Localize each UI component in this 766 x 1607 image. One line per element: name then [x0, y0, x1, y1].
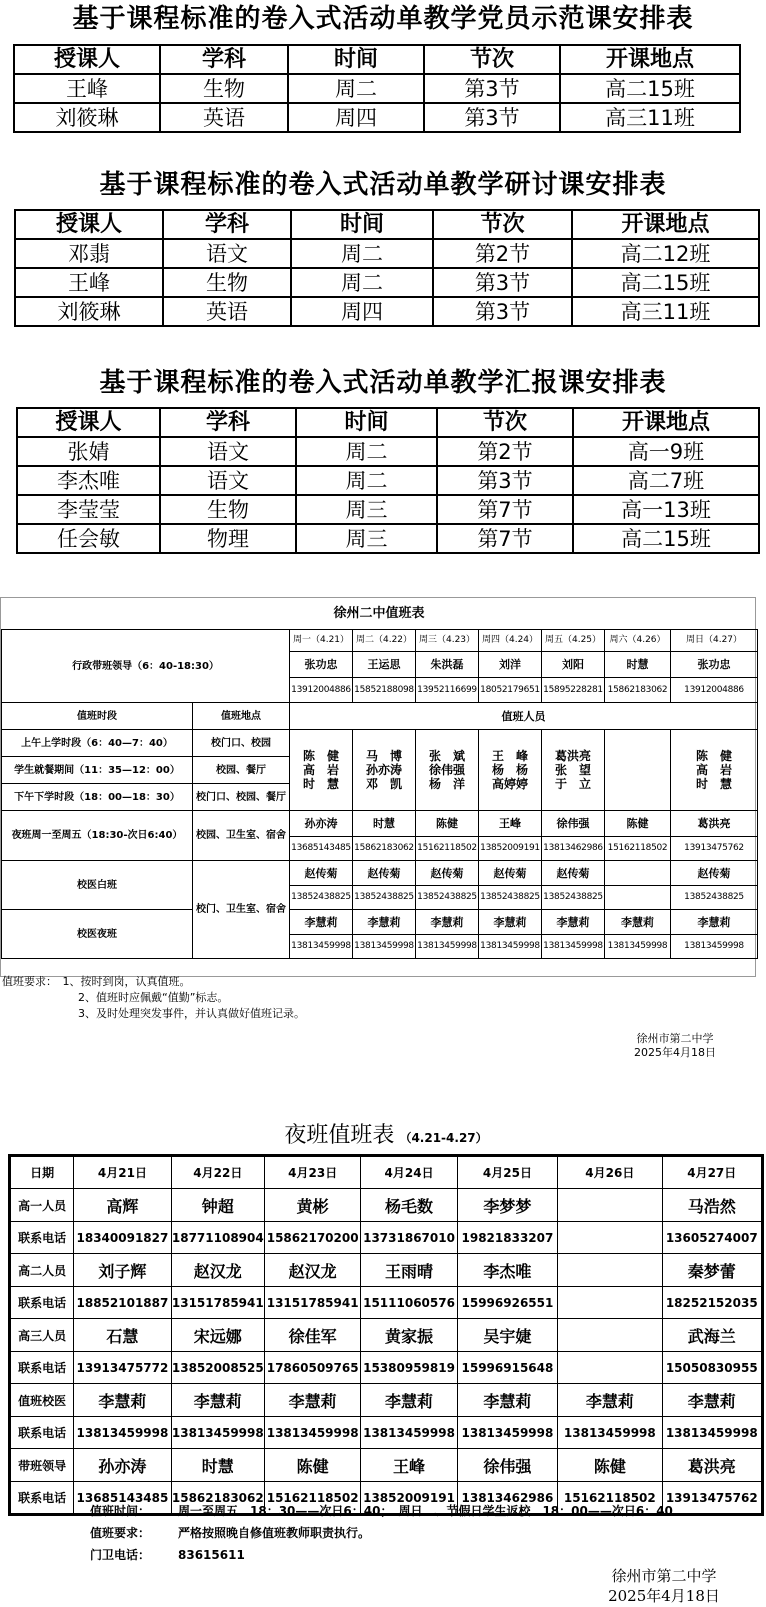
col-header: 时间 [291, 210, 433, 239]
table-cell: 李杰唯 [17, 466, 160, 495]
table-cell: 第7节 [437, 524, 573, 553]
night-phone: 13852009191 [479, 837, 542, 861]
table-header-row [17, 408, 759, 437]
doc-night-phone: 13813459998 [353, 935, 416, 959]
name-cell: 王峰 [361, 1449, 457, 1482]
table-cell: 第3节 [424, 103, 560, 132]
doc-place: 校门、卫生室、宿舍 [193, 861, 290, 959]
night-names-row [2, 811, 758, 837]
table-cell: 周二 [296, 466, 437, 495]
doc-night-name: 李慧莉 [416, 910, 479, 935]
note-value: 严格按照晚自修值班教师职责执行。 [178, 1526, 371, 1540]
doc-night-names-row [2, 910, 758, 935]
phone-cell: 13731867010 [361, 1222, 457, 1254]
doc-night-name: 李慧莉 [479, 910, 542, 935]
note-key: 值班时间： [90, 1504, 151, 1518]
table-cell: 高二12班 [572, 239, 759, 268]
name-cell: 石慧 [74, 1319, 171, 1352]
admin-name: 刘洋 [479, 652, 542, 678]
row-label: 联系电话 [10, 1352, 74, 1384]
name-cell: 刘子辉 [74, 1254, 171, 1287]
col-header: 时间 [296, 408, 437, 437]
admin-phone: 15862183062 [605, 678, 671, 703]
name-cell [558, 1254, 662, 1287]
table-row [10, 1287, 763, 1319]
phone-cell: 15862170200 [264, 1222, 360, 1254]
duty-days-row [2, 630, 758, 652]
name-cell: 王雨晴 [361, 1254, 457, 1287]
row-label: 高一人员 [10, 1189, 74, 1222]
phone-cell: 13605274007 [662, 1222, 762, 1254]
table-row [10, 1384, 763, 1417]
admin-name: 时慧 [605, 652, 671, 678]
name-cell: 徐伟强 [457, 1449, 557, 1482]
phone-cell: 13913475772 [74, 1352, 171, 1384]
night-table [8, 1154, 764, 1516]
name-cell: 陈健 [558, 1449, 662, 1482]
sign-date: 2025年4月18日 [608, 1587, 720, 1605]
day-header: 周五（4.25） [542, 630, 605, 652]
night-note [90, 1500, 673, 1522]
phone-cell: 15380959819 [361, 1352, 457, 1384]
doc-day-name: 赵传菊 [671, 861, 758, 886]
night-note [90, 1522, 370, 1544]
table-cell: 物理 [160, 524, 296, 553]
date-row [10, 1156, 763, 1189]
duty-subheader-row [2, 703, 758, 730]
table-row [17, 495, 759, 524]
row-label: 联系电话 [10, 1222, 74, 1254]
date-cell: 4月23日 [264, 1156, 360, 1189]
day-header: 周一（4.21） [290, 630, 353, 652]
phone-cell: 18852101887 [74, 1287, 171, 1319]
admin-phone: 13912004886 [290, 678, 353, 703]
table-cell: 语文 [163, 239, 291, 268]
admin-name: 张功忠 [671, 652, 758, 678]
sign-school: 徐州市第二中学 [611, 1567, 717, 1585]
table-cell: 第3节 [437, 466, 573, 495]
doc-night-phone: 13813459998 [671, 935, 758, 959]
name-cell: 赵汉龙 [171, 1254, 264, 1287]
period-place: 校门口、校园 [193, 730, 290, 757]
col-header: 开课地点 [573, 408, 759, 437]
doc-night-phone: 13813459998 [542, 935, 605, 959]
row-label: 联系电话 [10, 1482, 74, 1515]
table-cell: 高二15班 [572, 268, 759, 297]
row-label: 带班领导 [10, 1449, 74, 1482]
name-cell: 李慧莉 [171, 1384, 264, 1417]
phone-cell [558, 1352, 662, 1384]
table-cell: 第7节 [437, 495, 573, 524]
name-cell: 李慧莉 [361, 1384, 457, 1417]
doc-day-phone: 13852438825 [542, 886, 605, 910]
table-cell: 第2节 [437, 437, 573, 466]
name-cell: 高辉 [74, 1189, 171, 1222]
phone-cell: 13813459998 [457, 1417, 557, 1449]
doc-day-phone: 13852438825 [416, 886, 479, 910]
night-title: 夜班值班表 [284, 1123, 395, 1148]
doc-night-name: 李慧莉 [605, 910, 671, 935]
table-cell: 周三 [296, 524, 437, 553]
name-cell: 时慧 [171, 1449, 264, 1482]
day-staff: 王 峰 杨 杨 高婷婷 [479, 730, 542, 811]
name-cell: 徐佳军 [264, 1319, 360, 1352]
doc-day-phone [605, 886, 671, 910]
table-cell: 周二 [291, 268, 433, 297]
doc-day-name: 赵传菊 [479, 861, 542, 886]
table-row [15, 239, 759, 268]
table-cell: 语文 [160, 466, 296, 495]
phone-cell: 13813459998 [662, 1417, 762, 1449]
table-row [17, 437, 759, 466]
name-cell: 李杰唯 [457, 1254, 557, 1287]
col-header: 时间 [288, 45, 424, 74]
doc-day-name: 赵传菊 [542, 861, 605, 886]
phone-cell: 13813459998 [361, 1417, 457, 1449]
table-cell: 李莹莹 [17, 495, 160, 524]
day-staff: 张 斌 徐伟强 杨 洋 [416, 730, 479, 811]
night-signature [594, 1566, 734, 1606]
phone-cell: 19821833207 [457, 1222, 557, 1254]
table-cell: 王峰 [14, 74, 160, 103]
name-cell: 武海兰 [662, 1319, 762, 1352]
staff-header: 值班人员 [290, 703, 758, 730]
table-cell: 语文 [160, 437, 296, 466]
table-cell: 周三 [296, 495, 437, 524]
name-cell: 李慧莉 [662, 1384, 762, 1417]
name-cell: 黄彬 [264, 1189, 360, 1222]
note-value: 周一至周五 18：30——次日6：40； 周日 、节假日学生返校 18：00——次日6：40 [178, 1504, 673, 1518]
table-row [15, 297, 759, 326]
day-staff: 陈 健 高 岩 时 慧 [671, 730, 758, 811]
table-row [10, 1254, 763, 1287]
doc-day-phone: 13852438825 [479, 886, 542, 910]
phone-cell: 18771108904 [171, 1222, 264, 1254]
col-header: 学科 [160, 408, 296, 437]
table-row [10, 1352, 763, 1384]
table-cell: 刘筱琳 [14, 103, 160, 132]
schedule-title: 基于课程标准的卷入式活动单教学研讨课安排表 [99, 170, 667, 200]
col-header: 节次 [424, 45, 560, 74]
phone-cell: 18340091827 [74, 1222, 171, 1254]
night-name: 时慧 [353, 811, 416, 837]
phone-cell [558, 1222, 662, 1254]
name-cell: 秦梦蕾 [662, 1254, 762, 1287]
night-phone: 13913475762 [671, 837, 758, 861]
date-cell: 4月27日 [662, 1156, 762, 1189]
duty-table [1, 629, 758, 959]
name-cell: 陈健 [264, 1449, 360, 1482]
admin-name: 王运思 [353, 652, 416, 678]
doc-day-phone: 13852438825 [290, 886, 353, 910]
phone-cell: 15996915648 [457, 1352, 557, 1384]
duty-requirement: 2、值班时应佩戴“值勤”标志。 [78, 991, 229, 1004]
night-phone: 15162118502 [605, 837, 671, 861]
name-cell: 吴宇婕 [457, 1319, 557, 1352]
table-cell: 生物 [160, 495, 296, 524]
name-cell: 马浩然 [662, 1189, 762, 1222]
table-cell: 第3节 [433, 297, 572, 326]
table-row [10, 1417, 763, 1449]
doc-day-name: 赵传菊 [416, 861, 479, 886]
phone-cell: 13913475762 [662, 1482, 762, 1515]
doc-day-name: 赵传菊 [353, 861, 416, 886]
night-name: 孙亦涛 [290, 811, 353, 837]
table-cell: 高二7班 [573, 466, 759, 495]
name-cell: 李慧莉 [264, 1384, 360, 1417]
doc-night-name: 李慧莉 [290, 910, 353, 935]
duty-roster [0, 597, 756, 977]
table-cell: 王峰 [15, 268, 163, 297]
table-cell: 高一9班 [573, 437, 759, 466]
day-header: 周四（4.24） [479, 630, 542, 652]
table-row [14, 103, 740, 132]
phone-cell: 13852008525 [171, 1352, 264, 1384]
admin-name: 刘阳 [542, 652, 605, 678]
col-header: 学科 [160, 45, 288, 74]
table-row [14, 74, 740, 103]
name-cell: 黄家振 [361, 1319, 457, 1352]
day-staff: 马 博 孙亦涛 邓 凯 [353, 730, 416, 811]
admin-phone: 13952116699 [416, 678, 479, 703]
date-header: 日期 [10, 1156, 74, 1189]
table-header-row [15, 210, 759, 239]
name-cell: 钟超 [171, 1189, 264, 1222]
night-name: 徐伟强 [542, 811, 605, 837]
night-name: 陈健 [416, 811, 479, 837]
row-label: 联系电话 [10, 1417, 74, 1449]
row-label: 值班校医 [10, 1384, 74, 1417]
col-header: 学科 [163, 210, 291, 239]
period-row [2, 730, 758, 757]
table-cell: 第2节 [433, 239, 572, 268]
admin-label: 行政带班领导（6：40-18:30） [2, 630, 290, 703]
table-cell: 任会敏 [17, 524, 160, 553]
phone-cell: 13813459998 [264, 1417, 360, 1449]
phone-cell: 13813459998 [558, 1417, 662, 1449]
doc-night-phone: 13813459998 [605, 935, 671, 959]
table-cell: 第3节 [433, 268, 572, 297]
name-cell [558, 1189, 662, 1222]
night-phone: 15162118502 [416, 837, 479, 861]
table-cell: 英语 [160, 103, 288, 132]
period-place: 校园、餐厅 [193, 757, 290, 784]
date-cell: 4月21日 [74, 1156, 171, 1189]
sign-school: 徐州市第二中学 [636, 1032, 714, 1045]
table-cell: 高二15班 [573, 524, 759, 553]
phone-cell: 18252152035 [662, 1287, 762, 1319]
phone-cell: 13813459998 [171, 1417, 264, 1449]
col-header: 授课人 [15, 210, 163, 239]
phone-cell: 13852009191 [361, 1482, 457, 1515]
table-row [10, 1222, 763, 1254]
night-note [90, 1544, 245, 1566]
phone-cell: 13151785941 [264, 1287, 360, 1319]
phone-cell: 13685143485 [74, 1482, 171, 1515]
table-cell: 高三11班 [572, 297, 759, 326]
table-cell: 高二15班 [560, 74, 740, 103]
name-cell: 葛洪亮 [662, 1449, 762, 1482]
note-value: 83615611 [178, 1548, 245, 1562]
doc-day-phone: 13852438825 [353, 886, 416, 910]
schedule-title: 基于课程标准的卷入式活动单教学党员示范课安排表 [72, 4, 694, 34]
date-cell: 4月24日 [361, 1156, 457, 1189]
admin-phone: 15895228281 [542, 678, 605, 703]
phone-cell: 13813459998 [74, 1417, 171, 1449]
phone-cell: 13151785941 [171, 1287, 264, 1319]
phone-cell: 15162118502 [558, 1482, 662, 1515]
period-label: 下午下学时段（18：00—18：30） [2, 784, 193, 811]
table-cell: 周二 [291, 239, 433, 268]
period-place: 校门口、校园、餐厅 [193, 784, 290, 811]
phone-cell: 13813462986 [457, 1482, 557, 1515]
admin-name: 朱洪磊 [416, 652, 479, 678]
table-cell: 刘筱琳 [15, 297, 163, 326]
name-cell [558, 1319, 662, 1352]
doc-day-label: 校医白班 [2, 861, 193, 910]
doc-day-phone: 13852438825 [671, 886, 758, 910]
phone-cell: 15162118502 [264, 1482, 360, 1515]
phone-cell: 17860509765 [264, 1352, 360, 1384]
night-title-bar [8, 1118, 764, 1154]
duty-title: 徐州二中值班表 [333, 606, 425, 621]
note-key: 值班要求： [90, 1526, 151, 1540]
admin-phone: 18052179651 [479, 678, 542, 703]
table-cell: 英语 [163, 297, 291, 326]
table-row [10, 1189, 763, 1222]
night-name: 王峰 [479, 811, 542, 837]
day-header: 周二（4.22） [353, 630, 416, 652]
night-phone: 15862183062 [353, 837, 416, 861]
col-header: 授课人 [17, 408, 160, 437]
admin-phone: 13912004886 [671, 678, 758, 703]
name-cell: 李慧莉 [457, 1384, 557, 1417]
night-name: 葛洪亮 [671, 811, 758, 837]
table-cell: 邓翡 [15, 239, 163, 268]
phone-cell: 15996926551 [457, 1287, 557, 1319]
date-cell: 4月26日 [558, 1156, 662, 1189]
col-header: 开课地点 [560, 45, 740, 74]
doc-day-name [605, 861, 671, 886]
date-cell: 4月22日 [171, 1156, 264, 1189]
duty-requirement: 值班要求： 1、按时到岗，认真值班。 [2, 975, 191, 988]
date-cell: 4月25日 [457, 1156, 557, 1189]
duty-requirement: 3、及时处理突发事件，并认真做好值班记录。 [78, 1007, 305, 1020]
phone-cell [558, 1287, 662, 1319]
col-header: 节次 [433, 210, 572, 239]
place-header: 值班地点 [193, 703, 290, 730]
period-label: 上午上学时段（6：40—7：40） [2, 730, 193, 757]
name-cell: 孙亦涛 [74, 1449, 171, 1482]
day-header: 周日（4.27） [671, 630, 758, 652]
phone-cell: 15111060576 [361, 1287, 457, 1319]
admin-phone: 15852188098 [353, 678, 416, 703]
table-cell: 周二 [296, 437, 437, 466]
col-header: 授课人 [14, 45, 160, 74]
schedule-section-3 [0, 366, 766, 400]
day-staff: 葛洪亮 张 望 于 立 [542, 730, 605, 811]
table-row [10, 1449, 763, 1482]
doc-night-phone: 13813459998 [290, 935, 353, 959]
table-cell: 周四 [291, 297, 433, 326]
table-cell: 周二 [288, 74, 424, 103]
night-label: 夜班周一至周五（18:30-次日6:40） [2, 811, 193, 861]
day-staff: 陈 健 高 岩 时 慧 [290, 730, 353, 811]
schedule-section-1 [0, 2, 766, 36]
phone-cell: 15862183062 [171, 1482, 264, 1515]
doc-day-names-row [2, 861, 758, 886]
doc-night-label: 校医夜班 [2, 910, 193, 959]
day-header: 周六（4.26） [605, 630, 671, 652]
duty-signature [615, 1032, 735, 1060]
table-cell: 第3节 [424, 74, 560, 103]
doc-night-name: 李慧莉 [671, 910, 758, 935]
name-cell: 李慧莉 [558, 1384, 662, 1417]
schedule-section-2 [0, 168, 766, 202]
doc-night-phone: 13813459998 [416, 935, 479, 959]
name-cell: 李慧莉 [74, 1384, 171, 1417]
day-staff [605, 730, 671, 811]
row-label: 高二人员 [10, 1254, 74, 1287]
period-label: 学生就餐期间（11：35—12：00） [2, 757, 193, 784]
col-header: 节次 [437, 408, 573, 437]
admin-name: 张功忠 [290, 652, 353, 678]
period-header: 值班时段 [2, 703, 193, 730]
doc-night-name: 李慧莉 [542, 910, 605, 935]
col-header: 开课地点 [572, 210, 759, 239]
note-key: 门卫电话： [90, 1548, 151, 1562]
table-row [15, 268, 759, 297]
table-cell: 张婧 [17, 437, 160, 466]
doc-night-name: 李慧莉 [353, 910, 416, 935]
row-label: 联系电话 [10, 1287, 74, 1319]
row-label: 高三人员 [10, 1319, 74, 1352]
table-cell: 高一13班 [573, 495, 759, 524]
name-cell: 赵汉龙 [264, 1254, 360, 1287]
table-cell: 高三11班 [560, 103, 740, 132]
doc-day-name: 赵传菊 [290, 861, 353, 886]
sign-date: 2025年4月18日 [634, 1046, 716, 1059]
name-cell: 宋远娜 [171, 1319, 264, 1352]
night-subtitle: （4.21-4.27） [399, 1131, 488, 1145]
table-cell: 生物 [163, 268, 291, 297]
night-phone: 13685143485 [290, 837, 353, 861]
table-row [10, 1319, 763, 1352]
table-row [17, 466, 759, 495]
table-header-row [14, 45, 740, 74]
table-row [17, 524, 759, 553]
name-cell: 杨毛数 [361, 1189, 457, 1222]
schedule-title: 基于课程标准的卷入式活动单教学汇报课安排表 [99, 368, 667, 398]
table-cell: 周四 [288, 103, 424, 132]
schedule-table-1 [13, 44, 741, 133]
table-cell: 生物 [160, 74, 288, 103]
schedule-table-3 [16, 407, 760, 554]
name-cell: 李梦梦 [457, 1189, 557, 1222]
night-phone: 13813462986 [542, 837, 605, 861]
night-place: 校园、卫生室、宿舍 [193, 811, 290, 861]
schedule-table-2 [14, 209, 760, 327]
phone-cell: 15050830955 [662, 1352, 762, 1384]
day-header: 周三（4.23） [416, 630, 479, 652]
doc-night-phone: 13813459998 [479, 935, 542, 959]
night-name: 陈健 [605, 811, 671, 837]
